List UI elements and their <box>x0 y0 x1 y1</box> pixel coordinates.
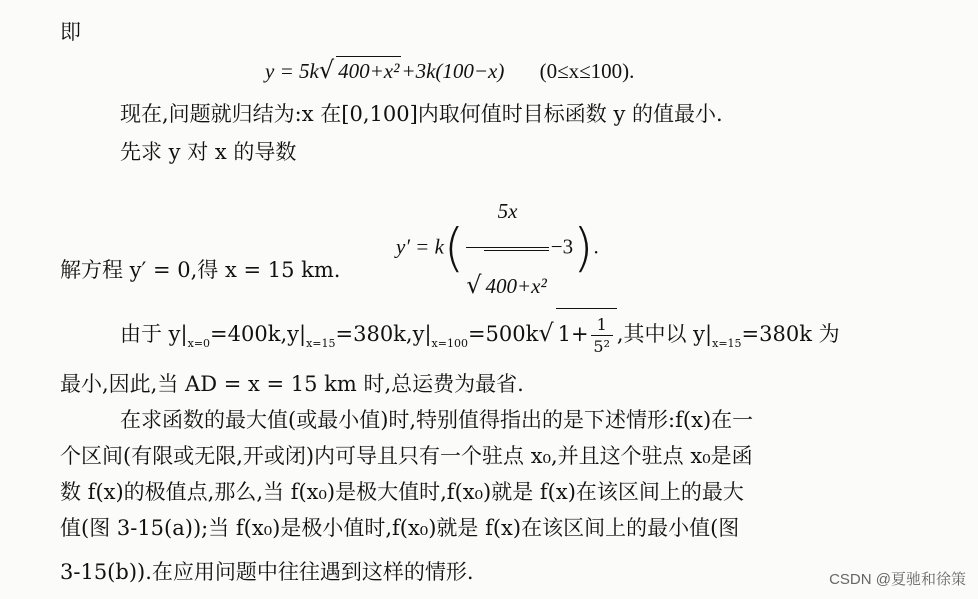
cmp-b-sub: x=15 <box>306 337 336 350</box>
cmp-e-sub: x=15 <box>712 337 742 350</box>
equation-y <box>265 56 634 85</box>
eq-dy-fraction <box>466 176 549 321</box>
cmp-a-sub: x=0 <box>187 337 211 350</box>
cmp-b: =400k,y| <box>210 322 307 346</box>
line-minimum-conclusion: 最小,因此,当 AD = x = 15 km 时,总运费为最省. <box>60 372 524 396</box>
cmp-e: ,其中以 y| <box>616 322 713 346</box>
cmp-frac <box>591 316 613 356</box>
eq-dy-tail: −3 <box>550 234 574 259</box>
right-paren: ) <box>573 218 594 279</box>
cmp-frac-den: 5² <box>593 336 611 356</box>
cmp-c: =380k,y| <box>335 322 432 346</box>
sqrt-sign: √ <box>466 271 482 299</box>
paragraph-line-1: 在求函数的最大值(或最小值)时,特别值得指出的是下述情形:f(x)在一 <box>120 408 754 432</box>
sqrt-sign: √ <box>538 319 554 347</box>
paragraph-line-2: 个区间(有限或无限,开或闭)内可导且只有一个驻点 x₀,并且这个驻点 x₀是函 <box>60 444 753 468</box>
sqrt-sign: √ <box>318 56 335 84</box>
eq-dy-numerator: 5x <box>466 176 549 248</box>
eq-dy-end: . <box>593 234 599 259</box>
line-solve-equation: 解方程 y′ = 0,得 x = 15 km. <box>60 258 341 282</box>
cmp-frac-num: 1 <box>591 316 613 336</box>
line-ji: 即 <box>60 20 81 44</box>
eq-y-lead: y = 5k <box>265 59 319 83</box>
cmp-f: =380k 为 <box>741 322 840 346</box>
eq-y-radicand: 400+x² <box>336 56 401 85</box>
cmp-c-sub: x=100 <box>431 337 468 350</box>
cmp-a: 由于 y| <box>120 322 188 346</box>
eq-dy-lead: y′ = k <box>396 234 444 259</box>
paragraph-line-5: 3-15(b)).在应用问题中往往遇到这样的情形. <box>60 560 474 584</box>
cmp-sqrt-one: 1+ <box>557 322 589 346</box>
paragraph-line-4: 值(图 3-15(a));当 f(x₀)是极小值时,f(x₀)就是 f(x)在该区间上的最小值(图 <box>60 516 740 540</box>
eq-y-tail: +3k(100−x) <box>401 59 505 83</box>
watermark: CSDN @夏驰和徐策 <box>829 571 966 588</box>
left-paren: ( <box>443 218 465 279</box>
eq-dy-radicand: 400+x² <box>484 250 549 321</box>
cmp-d: =500k <box>467 322 539 346</box>
cmp-sqrt-body <box>556 308 617 359</box>
paragraph-line-3: 数 f(x)的极值点,那么,当 f(x₀)是极大值时,f(x₀)就是 f(x)在该区间上的最大 <box>60 480 744 504</box>
line-derivative-intro: 先求 y 对 x 的导数 <box>120 140 297 164</box>
eq-y-range: (0≤x≤100). <box>539 59 635 83</box>
equation-derivative <box>396 176 599 299</box>
line-compare-values <box>120 308 840 358</box>
line-problem-reduces: 现在,问题就归结为:x 在[0,100]内取何值时目标函数 y 的值最小. <box>120 102 723 126</box>
